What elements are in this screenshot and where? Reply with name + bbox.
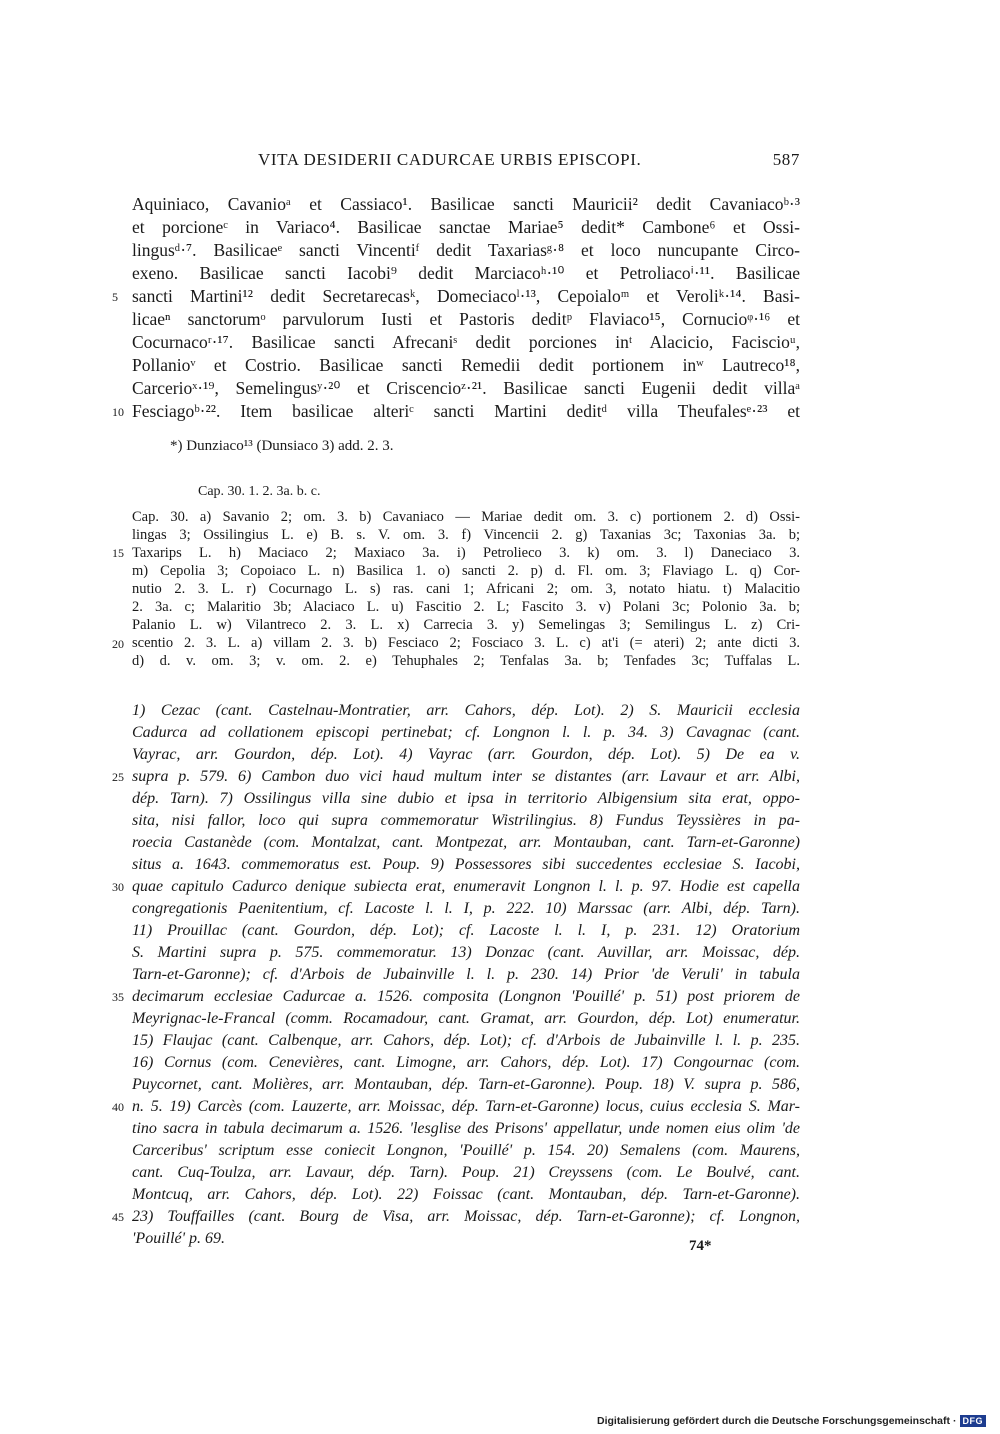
apparatus-line: Cap. 30. a) Savanio 2; om. 3. b) Cavaniaco — Mariae dedit om. 3. c) portionem 2. d) Ossi- [132, 509, 800, 525]
line-number: 10 [112, 405, 124, 419]
note-line: 15) Flaujac (cant. Calbenque, arr. Cahors, dép. Lot); cf. d'Arbois de Jubainville l. l. p. 235. [132, 1032, 800, 1049]
note-line: tino sacra in tabula decimarum a. 1526. 'lesglise des Prisons' appellatur, unde nomen eius olim 'de [132, 1120, 800, 1137]
note-line: sita, nisi fallor, loco qui supra commemoratur Wistrilingius. 8) Fundus Teyssières in pa- [132, 812, 800, 829]
signature-mark: 74* [689, 1238, 712, 1254]
line-number: 20 [112, 637, 124, 651]
note-line: dép. Tarn). 7) Ossilingus villa sine dubio et ipsa in territorio Albigensium sita erat, oppo- [132, 790, 800, 807]
main-text-line: Aquiniaco, Cavanioᵃ et Cassiaco¹. Basilicae sancti Mauricii² dedit Cavaniacoᵇ·³ [132, 194, 800, 214]
note-line: 16) Cornus (com. Cenevières, cant. Limogne, arr. Cahors, dép. Lot). 17) Congournac (com. [132, 1054, 800, 1071]
note-line: Tarn-et-Garonne); cf. d'Arbois de Jubainville l. l. p. 230. 14) Prior 'de Veruli' in tabula [132, 966, 800, 983]
note-line: decimarum ecclesiae Cadurcae a. 1526. composita (Longnon 'Pouillé' p. 51) post priorem de [132, 988, 800, 1005]
line-number: 35 [112, 990, 124, 1004]
apparatus-line: Taxarips L. h) Maciaco 2; Maxiaco 3a. i) Petrolieco 3. k) om. 3. l) Daneciaco 3. [132, 545, 800, 561]
main-text-line: et porcioneᶜ in Variaco⁴. Basilicae sanctae Mariae⁵ dedit* Cambone⁶ et Ossi- [132, 217, 800, 237]
main-text-line: licaeⁿ sanctorumᵒ parvulorum Iusti et Pastoris deditᵖ Flaviaco¹⁵, Cornucioᵠ·¹⁶ et [132, 309, 800, 329]
line-number: 25 [112, 770, 124, 784]
note-line: congregationis Paenitentium, cf. Lacoste l. l. I, p. 222. 10) Marssac (arr. Albi, dép. Tarn). [132, 900, 800, 917]
main-text-line: Carcerioˣ·¹⁹, Semelingusʸ·²⁰ et Criscencioᶻ·²¹. Basilicae sancti Eugenii dedit villaᵃ [132, 378, 800, 398]
page-number: 587 [772, 150, 800, 169]
note-line: S. Martini supra p. 575. commemoratur. 13) Donzac (cant. Auvillar, arr. Moissac, dép. [132, 944, 800, 961]
main-text-line: Pollanioᵛ et Costrio. Basilicae sancti Remedii dedit portionem inʷ Lautreco¹⁸, [132, 355, 800, 375]
note-line: Puycornet, cant. Molières, arr. Montauban, dép. Tarn-et-Garonne). Poup. 18) V. supra p. 586, [132, 1076, 800, 1093]
funding-footer [597, 1415, 986, 1427]
page-title: VITA DESIDERII CADURCAE URBIS EPISCOPI. [258, 150, 642, 169]
line-number: 45 [112, 1210, 124, 1224]
asterisk-note: *) Dunziaco¹³ (Dunsiaco 3) add. 2. 3. [170, 438, 394, 454]
note-line: quae capitulo Cadurco denique subiecta erat, enumeravit Longnon l. l. p. 97. Hodie est capella [132, 878, 800, 895]
line-number: 15 [112, 546, 124, 560]
apparatus-line: 2. 3a. c; Malaritio 3b; Alaciaco L. u) Fascitio 2. L; Fascito 3. v) Polani 3c; Polonio 3a. b; [132, 599, 800, 615]
dfg-logo-icon: DFG [960, 1415, 987, 1427]
note-line: situs a. 1643. commemoratus est. Poup. 9) Possessores sibi succedentes ecclesiae S. Iacobi, [132, 856, 800, 873]
apparatus-line: scentio 2. 3. L. a) villam 2. 3. b) Fesciaco 2; Fosciaco 3. L. c) at'i (= ateri) 2; ante dicti 3. [132, 635, 800, 651]
main-text-line: exeno. Basilicae sancti Iacobi⁹ dedit Marciacoʰ·¹⁰ et Petroliacoⁱ·¹¹. Basilicae [132, 263, 800, 283]
separator: · [953, 1415, 957, 1427]
line-number: 40 [112, 1100, 124, 1114]
note-line: Meyrignac-le-Francal (comm. Rocamadour, cant. Gramat, arr. Gourdon, dép. Lot) enumeratur. [132, 1010, 800, 1027]
apparatus-line: Palanio L. w) Vilantreco 2. 3. L. x) Carrecia 3. y) Semelingas 3; Semilingus L. z) Cri- [132, 617, 800, 633]
main-text-line: Fesciagoᵇ·²². Item basilicae alteriᶜ sancti Martini deditᵈ villa Theufalesᵉ·²³ et [132, 401, 800, 421]
note-line: n. 5. 19) Carcès (com. Lauzerte, arr. Moissac, dép. Tarn-et-Garonne) locus, cuius ecclesia S. Mar- [132, 1098, 800, 1115]
chapter-witness-line: Cap. 30. 1. 2. 3a. b. c. [198, 484, 321, 499]
note-line: 'Pouillé' p. 69. [132, 1230, 226, 1247]
apparatus-line: m) Cepolia 3; Copoiaco L. n) Basilica 1. o) sancti 2. p) d. Fl. om. 3; Flaviago L. q) Cor- [132, 563, 800, 579]
note-line: Montcuq, arr. Cahors, dép. Lot). 22) Foissac (cant. Montauban, dép. Tarn-et-Garonne). [132, 1186, 800, 1203]
apparatus-line: nutio 2. 3. L. r) Cocurnago L. s) ras. cani 1; Africani 2; om. 3, notato hiatu. t) Malacitio [132, 581, 800, 597]
note-line: supra p. 579. 6) Cambon duo vici haud multum inter se distantes (arr. Lavaur et arr. Albi, [132, 768, 800, 785]
main-text-line: lingusᵈ·⁷. Basilicaeᵉ sancti Vincentiᶠ dedit Taxariasᵍ·⁸ et loco nuncupante Circo- [132, 240, 800, 260]
note-line: roecia Castanède (com. Montalzat, cant. Montpezat, arr. Montauban, cant. Tarn-et-Garonne) [132, 834, 800, 851]
main-text-line: sancti Martini¹² dedit Secretarecasᵏ, Domeciacoˡ·¹³, Cepoialoᵐ et Veroliᵏ·¹⁴. Basi- [132, 286, 800, 306]
line-number: 5 [112, 290, 118, 304]
funding-text: Digitalisierung gefördert durch die Deutsche Forschungsgemeinschaft [597, 1415, 950, 1427]
apparatus-line: d) d. v. om. 3; v. om. 2. e) Tehuphales 2; Tenfalas 3a. b; Tenfades 3c; Tuffalas L. [132, 653, 800, 669]
note-line: cant. Cuq-Toulza, arr. Lavaur, dép. Tarn). Poup. 21) Creyssens (com. Le Boulvé, cant. [132, 1164, 800, 1181]
note-line: Carceribus' scriptum esse coniecit Longnon, 'Pouillé' p. 154. 20) Semalens (com. Maurens, [132, 1142, 800, 1159]
line-number: 30 [112, 880, 124, 894]
note-line: Vayrac, arr. Gourdon, dép. Lot). 4) Vayrac (arr. Gourdon, dép. Lot). 5) De ea v. [132, 746, 800, 763]
note-line: 11) Prouillac (cant. Gourdon, dép. Lot); cf. Lacoste l. l. I, p. 231. 12) Oratorium [132, 922, 800, 939]
note-line: 1) Cezac (cant. Castelnau-Montratier, arr. Cahors, dép. Lot). 2) S. Mauricii ecclesia [132, 702, 800, 719]
apparatus-line: lingas 3; Ossilingius L. e) B. s. V. om. 3. f) Vincencii 2. g) Taxanias 3c; Taxonias 3a. b; [132, 527, 800, 543]
note-line: Cadurca ad collationem episcopi pertinebat; cf. Longnon l. l. p. 34. 3) Cavagnac (cant. [132, 724, 800, 741]
main-text-line: Cocurnacoʳ·¹⁷. Basilicae sancti Afrecaniˢ dedit porciones inᵗ Alacicio, Facisciоᵘ, [132, 332, 800, 352]
note-line: 23) Touffailles (cant. Bourg de Visa, arr. Moissac, dép. Tarn-et-Garonne); cf. Longnon, [132, 1208, 800, 1225]
